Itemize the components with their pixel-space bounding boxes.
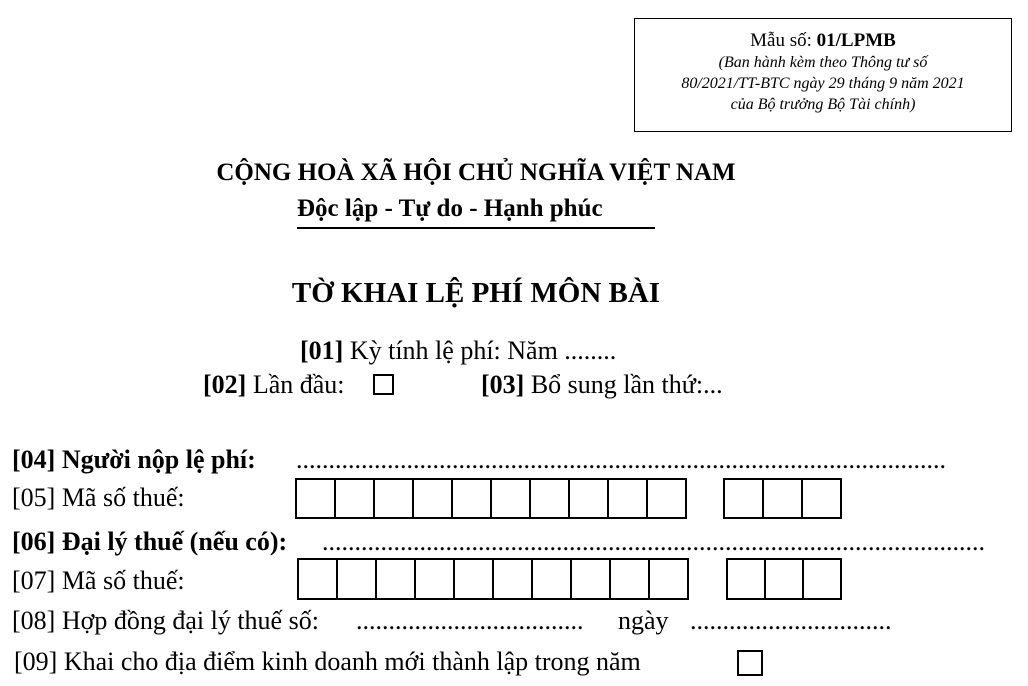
contract-number-input[interactable]: ...................................: [356, 606, 584, 635]
supplement-line: [481, 370, 723, 400]
tax-digit-box[interactable]: [801, 478, 842, 519]
tax-digit-box[interactable]: [531, 558, 572, 600]
form-code: [635, 30, 1011, 52]
tax-digit-box[interactable]: [723, 478, 764, 519]
tax-digit-box[interactable]: [295, 478, 336, 519]
payer-tax-suffix-boxes[interactable]: [723, 478, 840, 519]
supplement-code: [03]: [481, 370, 525, 399]
motto-underline: [297, 227, 655, 229]
contract-label: [08] Hợp đồng đại lý thuế số:: [12, 606, 319, 635]
tax-digit-box[interactable]: [529, 478, 570, 519]
agent-label: [06] Đại lý thuế (nếu có):: [12, 527, 288, 556]
tax-digit-box[interactable]: [297, 558, 338, 600]
payer-input[interactable]: ....................................................................................................: [296, 445, 946, 474]
supplement-label: Bổ sung lần thứ:...: [524, 370, 723, 399]
tax-digit-box[interactable]: [648, 558, 689, 600]
contract-date-input[interactable]: ...............................: [690, 606, 892, 635]
tax-digit-box[interactable]: [607, 478, 648, 519]
tax-digit-box[interactable]: [762, 478, 803, 519]
tax-digit-box[interactable]: [375, 558, 416, 600]
tax-digit-box[interactable]: [568, 478, 609, 519]
tax-digit-box[interactable]: [492, 558, 533, 600]
tax-digit-box[interactable]: [453, 558, 494, 600]
tax-digit-box[interactable]: [334, 478, 375, 519]
tax-digit-box[interactable]: [414, 558, 455, 600]
agent-tax-code-label: [07] Mã số thuế:: [12, 566, 185, 595]
first-time-code: [02]: [203, 370, 247, 399]
tax-digit-box[interactable]: [373, 478, 414, 519]
payer-tax-code-label: [05] Mã số thuế:: [12, 483, 185, 512]
tax-digit-box[interactable]: [646, 478, 687, 519]
tax-digit-box[interactable]: [802, 558, 842, 600]
period-label: Kỳ tính lệ phí: Năm ........: [343, 336, 617, 365]
contract-day-label: ngày: [618, 606, 669, 635]
first-time-checkbox[interactable]: [373, 374, 394, 395]
period-code: [01]: [300, 336, 344, 365]
new-location-checkbox[interactable]: [737, 650, 763, 676]
issue-line-2: 80/2021/TT-BTC ngày 29 tháng 9 năm 2021: [681, 75, 965, 92]
national-motto: Độc lập - Tự do - Hạnh phúc: [297, 195, 603, 222]
tax-digit-box[interactable]: [764, 558, 804, 600]
tax-digit-box[interactable]: [570, 558, 611, 600]
first-time-label: Lần đầu:: [246, 370, 345, 399]
first-time-line: [203, 370, 345, 400]
tax-digit-box[interactable]: [451, 478, 492, 519]
form-code-value: 01/LPMB: [816, 30, 896, 51]
document-title: TỜ KHAI LỆ PHÍ MÔN BÀI: [291, 277, 661, 309]
agent-input[interactable]: ......................................................................................................: [322, 527, 985, 556]
issue-line-3: của Bộ trưởng Bộ Tài chính): [730, 96, 916, 113]
form-code-label: Mẫu số:: [750, 30, 812, 51]
issue-line-1: (Ban hành kèm theo Thông tư số: [718, 54, 928, 71]
tax-digit-box[interactable]: [412, 478, 453, 519]
tax-digit-box[interactable]: [609, 558, 650, 600]
new-location-label: [09] Khai cho địa điểm kinh doanh mới thành lập trong năm: [14, 647, 641, 676]
period-line: [300, 336, 616, 366]
payer-tax-code-boxes[interactable]: [295, 478, 685, 519]
agent-tax-code-boxes[interactable]: [297, 558, 687, 600]
tax-digit-box[interactable]: [726, 558, 766, 600]
payer-label: [04] Người nộp lệ phí:: [12, 445, 256, 474]
tax-digit-box[interactable]: [336, 558, 377, 600]
agent-tax-suffix-boxes[interactable]: [726, 558, 840, 600]
form-code-box: [634, 18, 1012, 132]
country-title: CỘNG HOÀ XÃ HỘI CHỦ NGHĨA VIỆT NAM: [216, 159, 736, 186]
tax-digit-box[interactable]: [490, 478, 531, 519]
